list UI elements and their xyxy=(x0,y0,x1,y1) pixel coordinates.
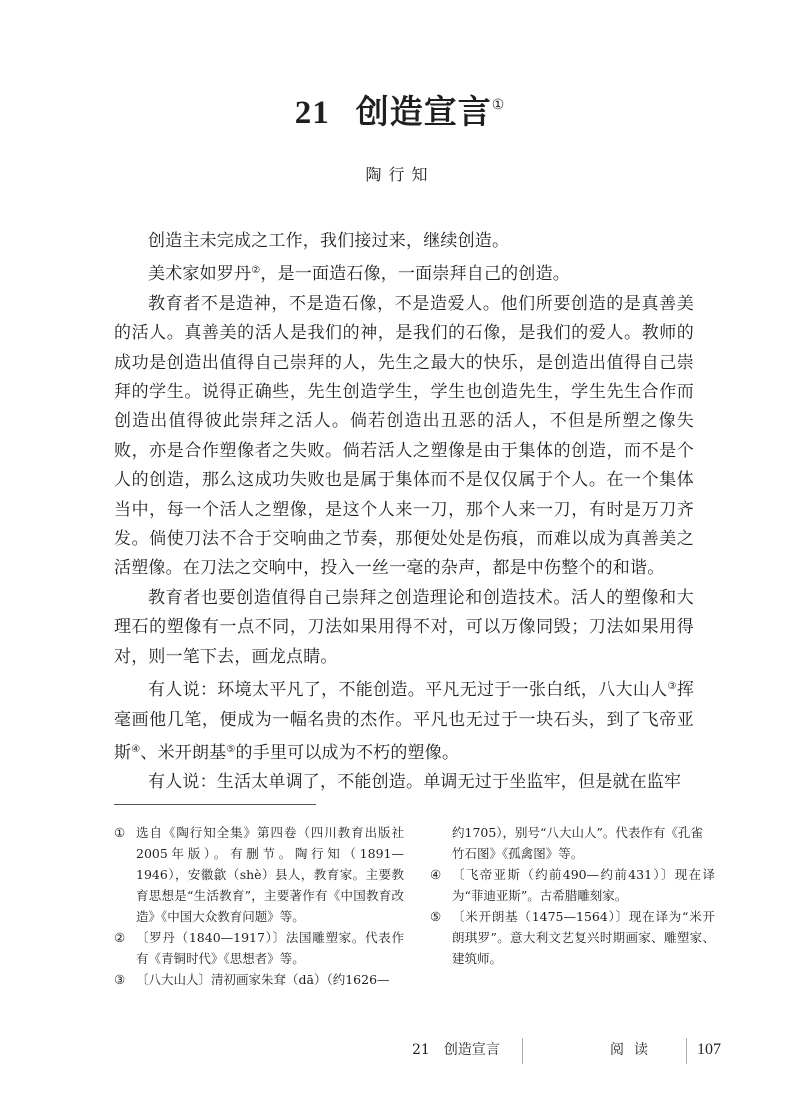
footnote-3-continued: 约1705），别号“八大山人”。代表作有《孔雀竹石图》《孤禽图》等。 xyxy=(452,825,703,861)
author-name: 陶行知 xyxy=(365,165,435,184)
paragraph-5-text-c: 、米开朗基 xyxy=(140,742,227,763)
paragraph-5-text-b: 挥毫画他几笔，便成为一幅名贵的杰作。平凡也无过于一块石头，到了飞帝亚斯 xyxy=(114,680,695,763)
lesson-number: 21 xyxy=(294,95,330,131)
footnote-ref-4[interactable]: ④ xyxy=(131,743,141,755)
footer-lesson-title: 21 创造宣言 xyxy=(412,1042,500,1058)
footnote-ref-3[interactable]: ③ xyxy=(667,681,677,693)
footnote-1-text: 选自《陶行知全集》第四卷（四川教育出版社2005年版）。有删节。陶行知（1891—1946），安徽歙（shè）县人，教育家。主要教育思想是“生活教育”，主要著作有《中国教育改造》《中国大众教育问题》等。 xyxy=(136,825,404,924)
footer-section: 阅读 xyxy=(610,1042,658,1058)
footnote-3 xyxy=(114,969,404,990)
lesson-title xyxy=(0,86,800,133)
footnotes-right-column xyxy=(430,822,715,969)
footnote-ref-5[interactable]: ⑤ xyxy=(226,743,236,755)
footnotes-left-column xyxy=(114,822,404,990)
paragraph-5 xyxy=(114,672,694,768)
footer-divider xyxy=(522,1038,523,1064)
footer-divider xyxy=(686,1038,687,1064)
footnote-4 xyxy=(430,864,715,906)
footnote-5 xyxy=(430,906,715,969)
paragraph-2-text-b: ，是一面造石像，一面崇拜自己的创造。 xyxy=(260,264,570,285)
paragraph-4: 教育者也要创造值得自己崇拜之创造理论和创造技术。活人的塑像和大理石的塑像有一点不同，刀法如果用得不对，可以万像同毁；刀法如果用得对，则一笔下去，画龙点睛。 xyxy=(114,587,694,667)
footnote-ref-1[interactable]: ① xyxy=(491,97,506,113)
paragraph-6: 有人说：生活太单调了，不能创造。单调无过于坐监牢，但是就在监牢 xyxy=(148,772,682,793)
footnote-divider xyxy=(114,804,316,805)
page-number: 107 xyxy=(697,1041,721,1058)
paragraph-5-text-d: 的手里可以成为不朽的塑像。 xyxy=(235,742,460,763)
footnote-3-text: 〔八大山人〕清初画家朱耷（dā）（约1626— xyxy=(136,972,390,987)
footnote-5-mark: ⑤ xyxy=(430,909,442,924)
footnote-5-text: 〔米开朗基（1475—1564）〕现在译为“米开朗琪罗”。意大利文艺复兴时期画家、雕塑家、建筑师。 xyxy=(452,909,715,966)
lesson-title-text: 创造宣言 xyxy=(355,92,492,131)
footnote-3-mark: ③ xyxy=(114,972,126,987)
footnote-1-mark: ① xyxy=(114,825,126,840)
article-body xyxy=(114,227,694,798)
footnote-2-text: 〔罗丹（1840—1917）〕法国雕塑家。代表作有《青铜时代》《思想者》等。 xyxy=(136,930,404,966)
paragraph-1: 创造主未完成之工作，我们接过来，继续创造。 xyxy=(148,231,510,251)
paragraph-3: 教育者不是造神，不是造石像，不是造爱人。他们所要创造的是真善美的活人。真善美的活人是我们的神，是我们的石像，是我们的爱人。教师的成功是创造出值得自己崇拜的人，先生之最大的快乐，是创造出值得自己崇拜的学生。说得正确些，先生创造学生，学生也创造先生，学生先生合作而创造出值得彼此崇拜之活人。倘若创造出丑恶的活人，不但是所塑之像失败，亦是合作塑像者之失败。倘若活人之塑像是由于集体的创造，而不是个人的创造，那么这成功失败也是属于集体而不是仅仅属于个人。在一个集体当中，每一个活人之塑像，是这个人来一刀，那个人来一刀，有时是万刀齐发。倘使刀法不合于交响曲之节奏，那便处处是伤痕，而难以成为真善美之活塑像。在刀法之交响中，投入一丝一毫的杂声，都是中伤整个的和谐。 xyxy=(114,293,694,579)
footnote-1 xyxy=(114,822,404,927)
footnote-2 xyxy=(114,927,404,969)
paragraph-5-text-a: 有人说：环境太平凡了，不能创造。平凡无过于一张白纸，八大山人 xyxy=(148,680,668,701)
footnote-2-mark: ② xyxy=(114,930,126,945)
footnote-4-text: 〔飞帝亚斯（约前490—约前431）〕现在译为“菲迪亚斯”。古希腊雕刻家。 xyxy=(452,867,715,903)
footnote-4-mark: ④ xyxy=(430,867,442,882)
footnote-ref-2[interactable]: ② xyxy=(251,265,261,277)
paragraph-2-text-a: 美术家如罗丹 xyxy=(148,264,252,285)
paragraph-2 xyxy=(114,256,694,289)
